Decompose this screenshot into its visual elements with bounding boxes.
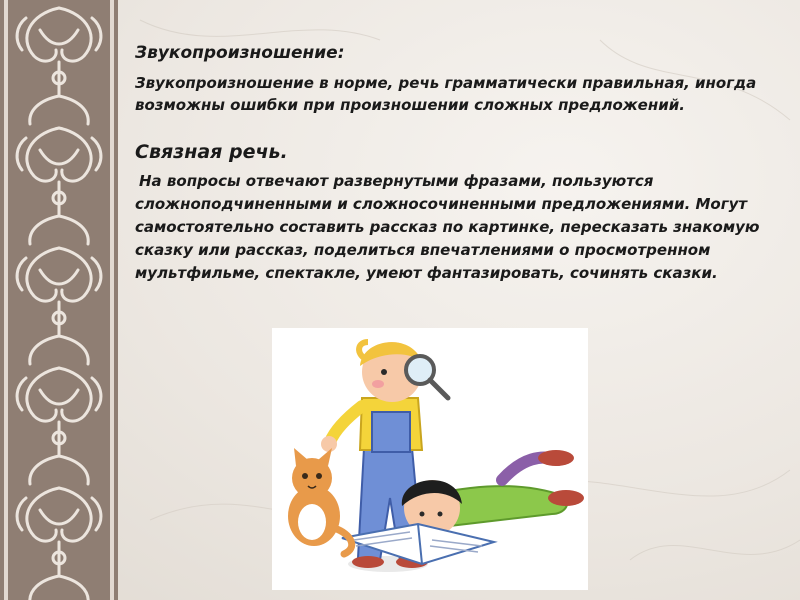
heading-sound-pronunciation: Звукопроизношение:: [135, 43, 345, 63]
slide-text: [135, 42, 775, 285]
ornament-pattern: [0, 0, 118, 600]
heading-connected-speech: Связная речь.: [135, 141, 288, 163]
ornamental-border: [0, 0, 118, 600]
paragraph-connected-speech: На вопросы отвечают развернутыми фразами, пользуются сложноподчиненными и сложносочиненными предложениями. Могут самостоятельно составить рассказ по картинке, пересказать знакомую сказку или рассказ, поделиться впечатлениями о просмотренном мультфильме, спектакле, умеют фантазировать, сочинять сказки.: [135, 172, 760, 282]
children-reading-illustration: [272, 328, 588, 590]
paragraph-sound-pronunciation: Звукопроизношение в норме, речь грамматически правильная, иногда возможны ошибки при произношении сложных предложений.: [135, 74, 757, 114]
children-reading-book-with-cat-icon: [272, 328, 588, 590]
